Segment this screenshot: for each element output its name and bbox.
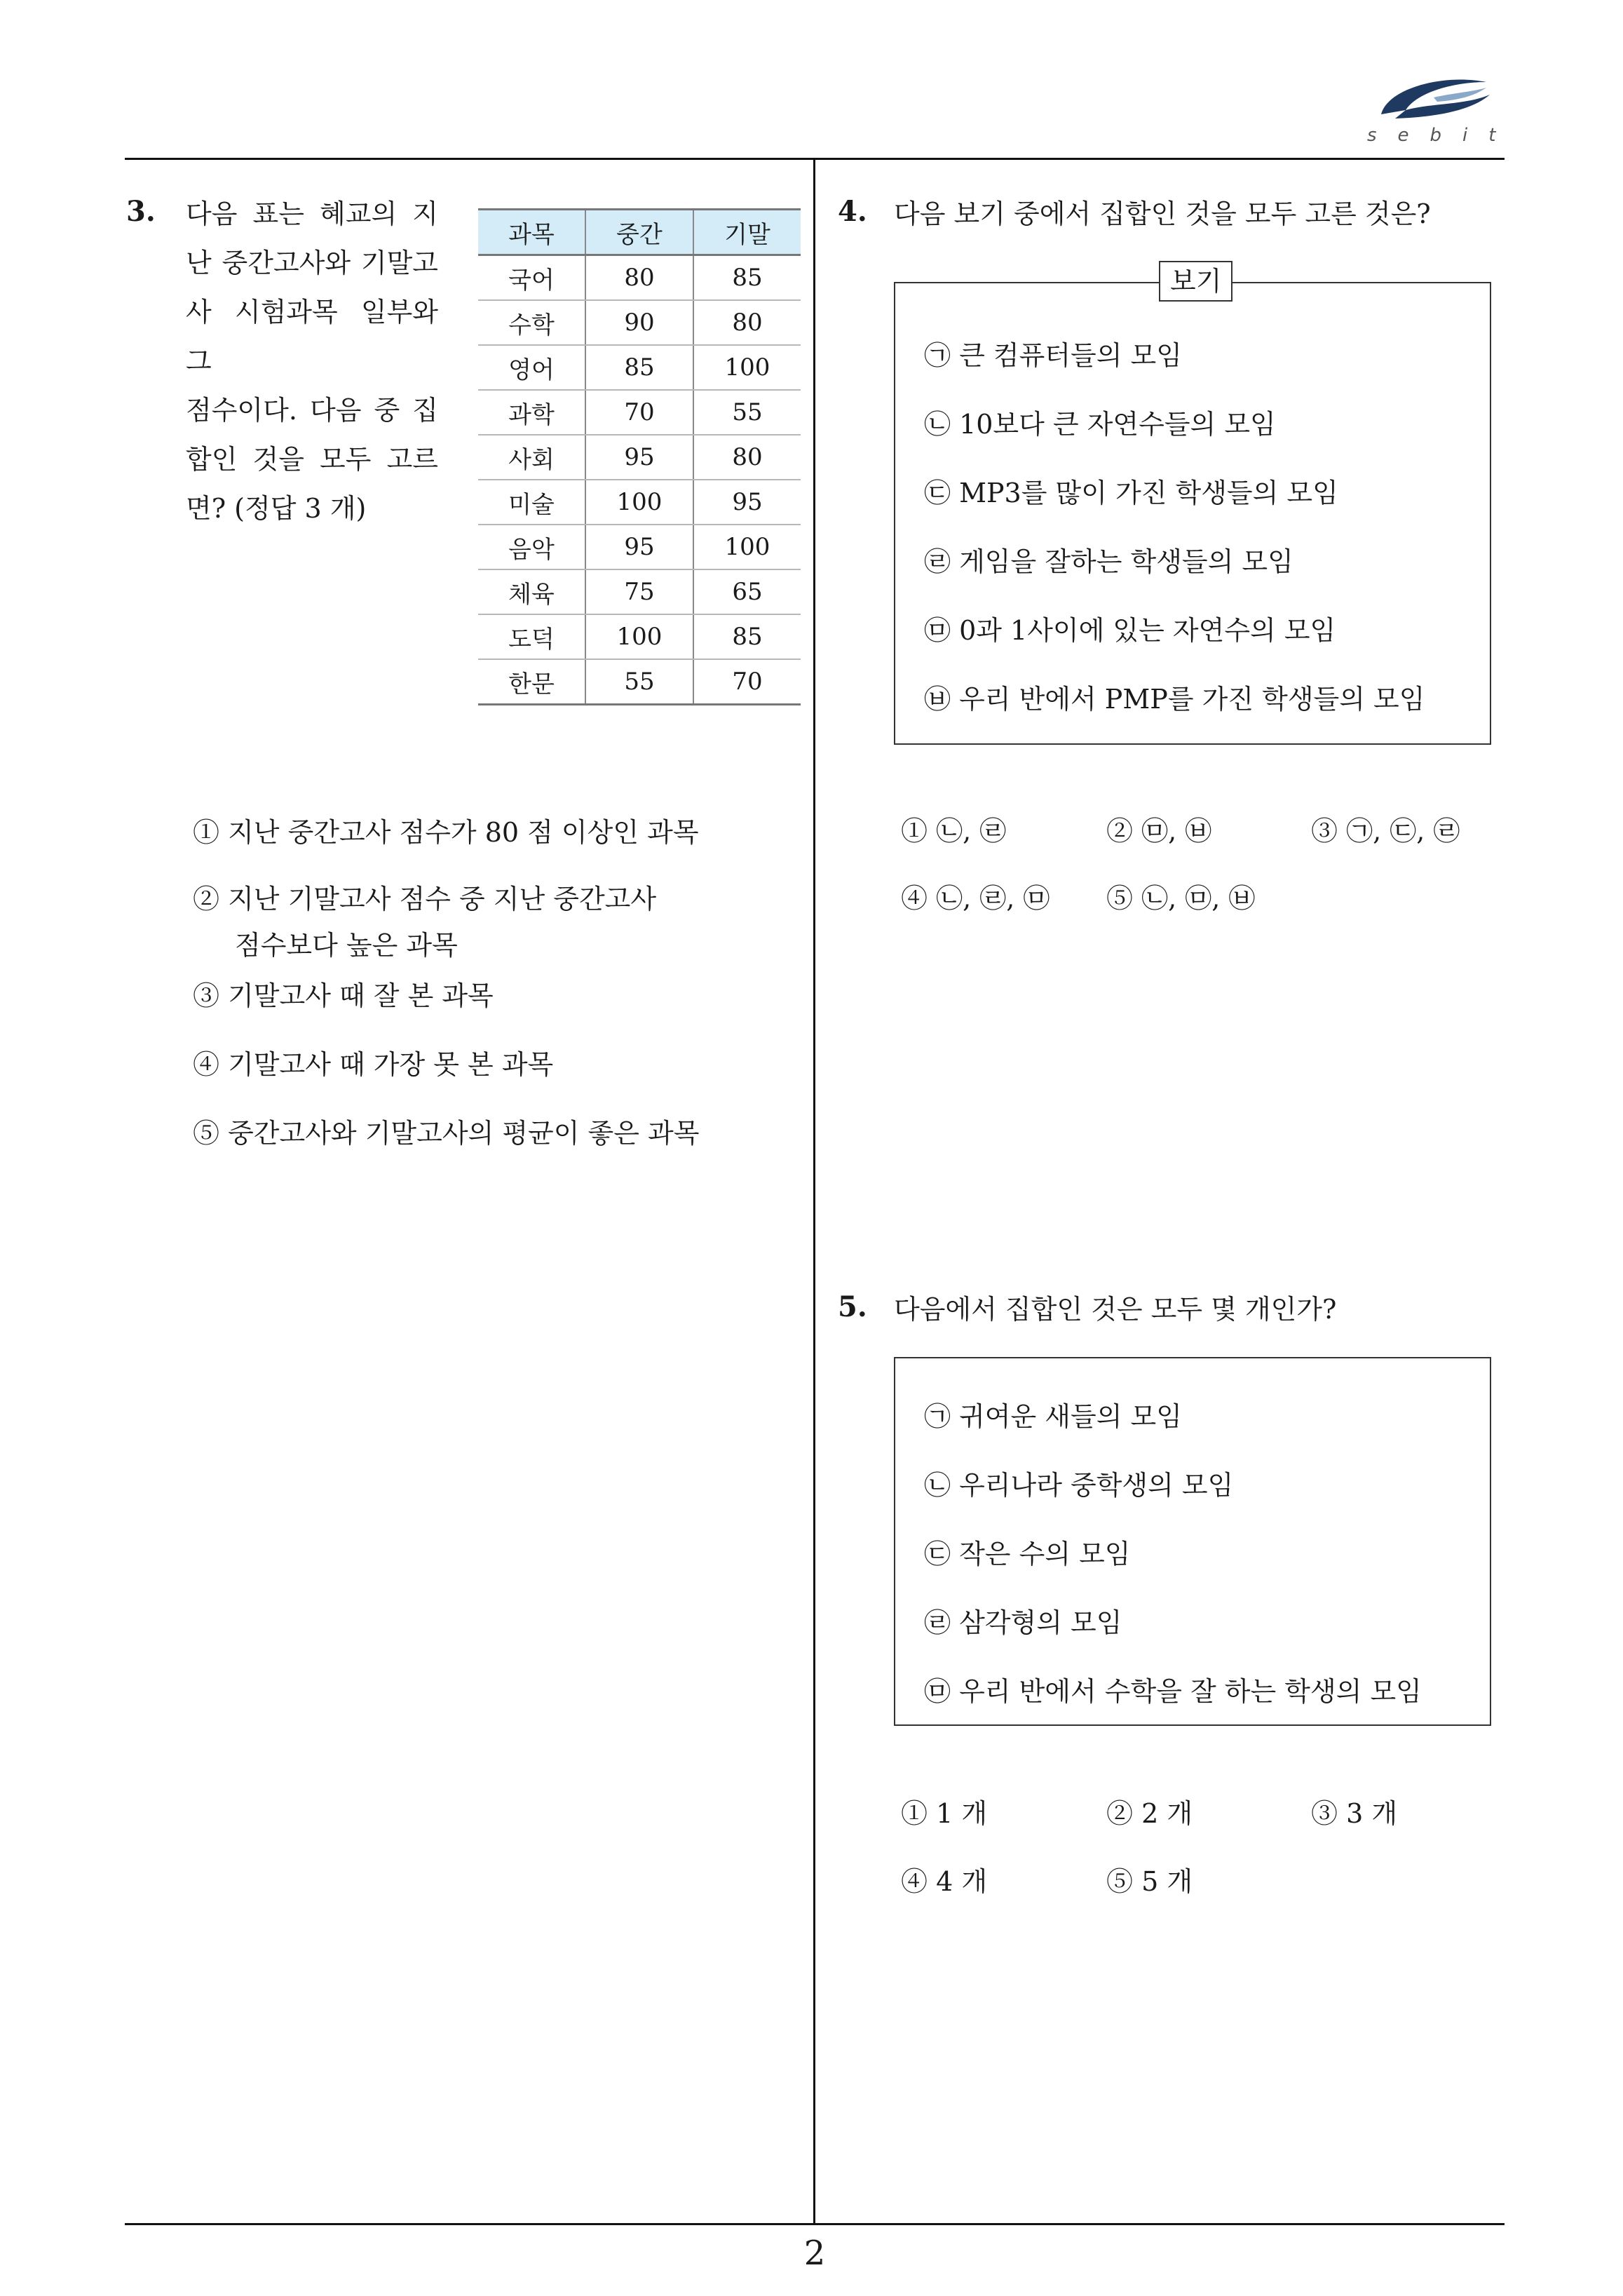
table-cell-subject: 영어: [478, 345, 585, 390]
table-row: [478, 525, 801, 569]
q3-choice-2-continued: 점수보다 높은 과목: [235, 930, 458, 961]
list-item: ㉡ 우리나라 중학생의 모임: [924, 1470, 1234, 1501]
table-cell-subject: 체육: [478, 569, 585, 614]
table-cell-midterm: 100: [585, 614, 693, 659]
sebit-swoosh-icon: [1367, 67, 1507, 126]
q4-example-list: [924, 321, 1425, 734]
table-cell-subject: 수학: [478, 300, 585, 345]
list-item: ㉢ 작은 수의 모임: [924, 1539, 1131, 1569]
table-cell-subject: 도덕: [478, 614, 585, 659]
q3-text-line: 합인 것을 모두 고르: [186, 444, 438, 475]
table-header-subject: 과목: [478, 210, 585, 255]
table-row: [478, 345, 801, 390]
table-cell-subject: 미술: [478, 480, 585, 525]
table-row: [478, 390, 801, 435]
table-cell-midterm: 100: [585, 480, 693, 525]
table-header-row: [478, 210, 801, 255]
table-row: [478, 569, 801, 614]
q3-text-line: 난 중간고사와 기말고: [186, 248, 438, 278]
column-divider: [813, 159, 815, 2224]
table-cell-final: 85: [693, 255, 801, 301]
footer-rule: [125, 2223, 1505, 2225]
table-cell-midterm: 90: [585, 300, 693, 345]
table-header-final: 기말: [693, 210, 801, 255]
table-row: [478, 255, 801, 301]
q3-text-line: 점수이다. 다음 중 집: [186, 395, 438, 426]
table-cell-midterm: 95: [585, 435, 693, 480]
page-number: 2: [803, 2234, 826, 2273]
q3-choice-4[interactable]: ④ 기말고사 때 가장 못 본 과목: [193, 1049, 554, 1080]
table-header-midterm: 중간: [585, 210, 693, 255]
q3-choice-1[interactable]: ① 지난 중간고사 점수가 80 점 이상인 과목: [193, 817, 699, 848]
q5-choice-4[interactable]: ④ 4 개: [901, 1866, 988, 1897]
table-cell-subject: 한문: [478, 659, 585, 705]
q5-number: 5.: [838, 1290, 867, 1323]
table-cell-final: 100: [693, 525, 801, 569]
table-cell-final: 85: [693, 614, 801, 659]
table-cell-subject: 사회: [478, 435, 585, 480]
q4-choice-2[interactable]: ② ㉤, ㉥: [1106, 816, 1212, 846]
list-item: ㉡ 10보다 큰 자연수들의 모임: [924, 409, 1276, 440]
table-cell-subject: 국어: [478, 255, 585, 301]
list-item: ㉠ 큰 컴퓨터들의 모임: [924, 340, 1182, 371]
table-cell-midterm: 75: [585, 569, 693, 614]
table-row: [478, 480, 801, 525]
list-item: ㉥ 우리 반에서 PMP를 가진 학생들의 모임: [924, 684, 1425, 715]
table-row: [478, 435, 801, 480]
q4-number: 4.: [838, 195, 867, 228]
table-row: [478, 659, 801, 705]
q3-choice-3[interactable]: ③ 기말고사 때 잘 본 과목: [193, 980, 494, 1011]
q4-choice-4[interactable]: ④ ㉡, ㉣, ㉤: [901, 883, 1050, 914]
table-cell-midterm: 80: [585, 255, 693, 301]
table-cell-midterm: 85: [585, 345, 693, 390]
q3-text-line: 사 시험과목 일부와 그: [186, 297, 438, 377]
table-cell-final: 70: [693, 659, 801, 705]
table-cell-midterm: 95: [585, 525, 693, 569]
q3-text-line: 면? (정답 3 개): [186, 493, 367, 524]
q4-choice-5[interactable]: ⑤ ㉡, ㉤, ㉥: [1106, 883, 1256, 914]
sebit-logo: [1367, 67, 1517, 154]
list-item: ㉤ 0과 1사이에 있는 자연수의 모임: [924, 615, 1336, 646]
table-cell-final: 55: [693, 390, 801, 435]
table-cell-midterm: 55: [585, 659, 693, 705]
table-cell-final: 80: [693, 435, 801, 480]
q5-choice-2[interactable]: ② 2 개: [1106, 1798, 1193, 1829]
q3-text-line: 다음 표는 혜교의 지: [186, 198, 438, 229]
q3-choice-2[interactable]: ② 지난 기말고사 점수 중 지난 중간고사: [193, 884, 657, 914]
list-item: ㉣ 삼각형의 모임: [924, 1607, 1122, 1638]
list-item: ㉣ 게임을 잘하는 학생들의 모임: [924, 546, 1293, 577]
q5-choice-1[interactable]: ① 1 개: [901, 1798, 988, 1829]
table-cell-final: 80: [693, 300, 801, 345]
score-table: [478, 208, 801, 705]
table-cell-subject: 음악: [478, 525, 585, 569]
q3-number: 3.: [126, 195, 156, 228]
q5-choice-3[interactable]: ③ 3 개: [1311, 1798, 1398, 1829]
list-item: ㉢ MP3를 많이 가진 학생들의 모임: [924, 478, 1338, 508]
q4-box-title: 보기: [1159, 261, 1232, 302]
table-cell-final: 65: [693, 569, 801, 614]
q5-example-list: [924, 1382, 1422, 1726]
list-item: ㉤ 우리 반에서 수학을 잘 하는 학생의 모임: [924, 1676, 1422, 1707]
list-item: ㉠ 귀여운 새들의 모임: [924, 1401, 1182, 1432]
table-cell-final: 95: [693, 480, 801, 525]
q4-choice-3[interactable]: ③ ㉠, ㉢, ㉣: [1311, 816, 1460, 846]
q5-choice-5[interactable]: ⑤ 5 개: [1106, 1866, 1193, 1897]
q3-question-text: [186, 189, 438, 533]
logo-text: sebit: [1367, 125, 1517, 146]
q4-question-text: 다음 보기 중에서 집합인 것을 모두 고른 것은?: [894, 198, 1431, 229]
table-cell-final: 100: [693, 345, 801, 390]
q3-choice-5[interactable]: ⑤ 중간고사와 기말고사의 평균이 좋은 과목: [193, 1118, 700, 1149]
table-cell-subject: 과학: [478, 390, 585, 435]
table-cell-midterm: 70: [585, 390, 693, 435]
q4-choice-1[interactable]: ① ㉡, ㉣: [901, 816, 1007, 846]
table-row: [478, 300, 801, 345]
table-row: [478, 614, 801, 659]
q5-question-text: 다음에서 집합인 것은 모두 몇 개인가?: [894, 1294, 1337, 1325]
